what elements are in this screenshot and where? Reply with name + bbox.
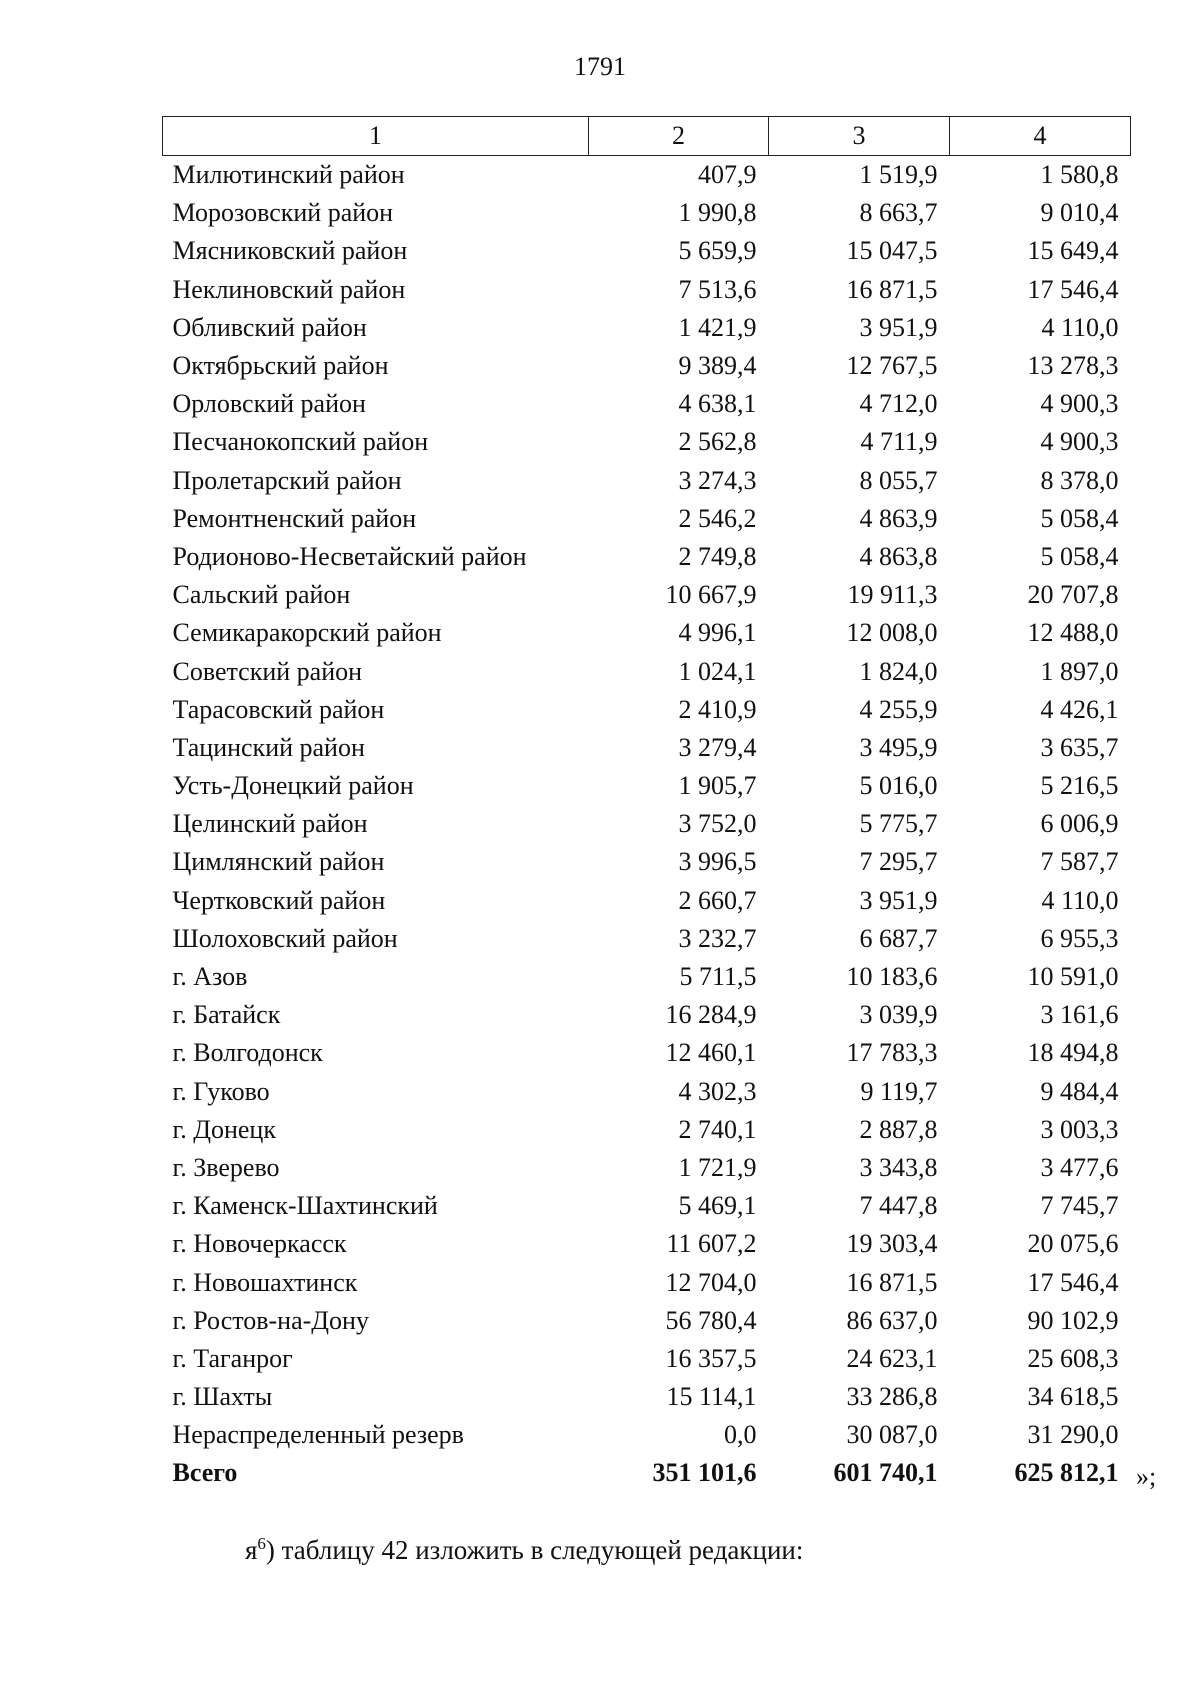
row-name: Нераспределенный резерв xyxy=(172,1420,464,1450)
row-value-col4: 12 488,0 xyxy=(1027,618,1119,648)
row-name: Орловский район xyxy=(172,389,366,419)
row-value-col3: 5 016,0 xyxy=(859,771,938,801)
row-value-col3: 30 087,0 xyxy=(846,1420,938,1450)
row-value-col4: 13 278,3 xyxy=(1027,351,1119,381)
row-value-col2: 56 780,4 xyxy=(665,1305,757,1335)
table-row xyxy=(163,1149,1131,1187)
table-row xyxy=(163,1187,1131,1225)
row-name: г. Таганрог xyxy=(172,1343,293,1373)
table-row xyxy=(163,882,1131,920)
row-name: г. Ростов-на-Дону xyxy=(172,1305,369,1335)
row-value-col3: 7 447,8 xyxy=(859,1191,938,1221)
column-header-1: 1 xyxy=(163,117,589,156)
row-name: Морозовский район xyxy=(172,198,394,228)
row-value-col3: 24 623,1 xyxy=(846,1343,938,1373)
row-name: Сальский район xyxy=(172,580,351,610)
header-row xyxy=(163,117,1131,156)
table-row xyxy=(163,1111,1131,1149)
row-value-col4: 4 110,0 xyxy=(1041,885,1119,915)
row-value-col3: 9 119,7 xyxy=(860,1076,938,1106)
row-value-col4: 6 006,9 xyxy=(1040,809,1119,839)
item-text: ) таблицу 42 изложить в следующей редакции: xyxy=(265,1535,804,1565)
table-row xyxy=(163,614,1131,652)
row-value-col4: 17 546,4 xyxy=(1027,274,1119,304)
row-value-col2: 3 232,7 xyxy=(678,923,757,953)
row-value-col4: 17 546,4 xyxy=(1027,1267,1119,1297)
row-name: Неклиновский район xyxy=(172,274,406,304)
table-row xyxy=(163,652,1131,690)
next-amendment-item xyxy=(245,1535,803,1566)
row-value-col4: 6 955,3 xyxy=(1040,923,1119,953)
row-value-col4: 20 075,6 xyxy=(1027,1229,1119,1259)
row-value-col3: 3 495,9 xyxy=(859,732,938,762)
row-value-col4: 5 058,4 xyxy=(1040,503,1119,533)
table-row xyxy=(163,576,1131,614)
item-superscript: 6 xyxy=(257,1534,266,1553)
row-value-col4: 8 378,0 xyxy=(1040,465,1119,495)
row-name: г. Каменск-Шахтинский xyxy=(172,1191,438,1221)
row-value-col2: 12 704,0 xyxy=(665,1267,757,1297)
row-name: Октябрьский район xyxy=(172,351,389,381)
row-value-col4: 3 477,6 xyxy=(1040,1152,1119,1182)
row-value-col2: 5 711,5 xyxy=(679,962,757,992)
row-name: Цимлянский район xyxy=(172,847,385,877)
row-value-col2: 5 659,9 xyxy=(678,236,757,266)
table-row xyxy=(163,462,1131,500)
table-row xyxy=(163,1416,1131,1454)
row-value-col4: 4 900,3 xyxy=(1040,389,1119,419)
row-value-col2: 1 024,1 xyxy=(678,656,757,686)
table-row xyxy=(163,347,1131,385)
row-value-col3: 10 183,6 xyxy=(846,962,938,992)
row-value-col2: 3 996,5 xyxy=(678,847,757,877)
row-value-col4: 7 745,7 xyxy=(1040,1191,1119,1221)
row-value-col3: 3 951,9 xyxy=(859,885,938,915)
row-value-col2: 4 302,3 xyxy=(678,1076,757,1106)
row-value-col3: 3 343,8 xyxy=(859,1152,938,1182)
row-value-col3: 3 951,9 xyxy=(859,312,938,342)
table-row xyxy=(163,1073,1131,1111)
row-value-col3: 4 255,9 xyxy=(859,694,938,724)
row-value-col4: 4 900,3 xyxy=(1040,427,1119,457)
row-value-col3: 16 871,5 xyxy=(846,1267,938,1297)
row-value-col3: 12 008,0 xyxy=(846,618,938,648)
item-letter: я xyxy=(245,1535,258,1565)
row-name: г. Новочеркасск xyxy=(172,1229,347,1259)
row-name: Обливский район xyxy=(172,312,367,342)
budget-table xyxy=(162,116,1131,1493)
row-value-col2: 16 357,5 xyxy=(665,1343,757,1373)
row-name: Милютинский район xyxy=(172,160,405,190)
row-name: Усть-Донецкий район xyxy=(172,771,414,801)
column-header-3: 3 xyxy=(769,117,950,156)
column-header-4: 4 xyxy=(950,117,1131,156)
row-value-col4: 18 494,8 xyxy=(1027,1038,1119,1068)
row-name: Песчанокопский район xyxy=(172,427,429,457)
table-row xyxy=(163,232,1131,270)
row-value-col2: 1 990,8 xyxy=(678,198,757,228)
row-value-col2: 2 562,8 xyxy=(678,427,757,457)
table-body xyxy=(163,156,1131,1493)
row-name: г. Зверево xyxy=(172,1152,280,1182)
row-value-col4: 3 161,6 xyxy=(1040,1000,1119,1030)
row-value-col4: 1 580,8 xyxy=(1040,160,1119,190)
row-value-col2: 3 279,4 xyxy=(678,732,757,762)
row-name: г. Донецк xyxy=(172,1114,276,1144)
row-value-col2: 15 114,1 xyxy=(666,1382,757,1412)
row-value-col4: 4 110,0 xyxy=(1041,312,1119,342)
row-name: Родионово-Несветайский район xyxy=(172,541,527,571)
row-value-col2: 2 660,7 xyxy=(678,885,757,915)
closing-quote-mark: »; xyxy=(1136,1462,1157,1491)
row-name: Тацинский район xyxy=(172,732,365,762)
table-row xyxy=(163,767,1131,805)
row-value-col2: 2 749,8 xyxy=(678,541,757,571)
table-row xyxy=(163,1302,1131,1340)
row-value-col3: 4 712,0 xyxy=(859,389,938,419)
row-value-col2: 3 274,3 xyxy=(678,465,757,495)
table-row xyxy=(163,194,1131,232)
row-value-col3: 2 887,8 xyxy=(859,1114,938,1144)
table-row xyxy=(163,538,1131,576)
row-value-col4: 9 010,4 xyxy=(1040,198,1119,228)
row-name: Тарасовский район xyxy=(172,694,385,724)
row-value-col4: 7 587,7 xyxy=(1040,847,1119,877)
table-row xyxy=(163,1034,1131,1072)
row-value-col2: 7 513,6 xyxy=(678,274,757,304)
table-row xyxy=(163,500,1131,538)
table-row xyxy=(163,1263,1131,1301)
page-number: 1791 xyxy=(574,52,626,81)
table-row xyxy=(163,385,1131,423)
row-name: Мясниковский район xyxy=(172,236,408,266)
row-value-col3: 8 663,7 xyxy=(859,198,938,228)
row-value-col2: 4 638,1 xyxy=(678,389,757,419)
row-value-col2: 1 721,9 xyxy=(678,1152,757,1182)
table-row xyxy=(163,729,1131,767)
row-name: г. Гуково xyxy=(172,1076,270,1106)
row-value-col4: 15 649,4 xyxy=(1027,236,1119,266)
row-value-col3: 8 055,7 xyxy=(859,465,938,495)
row-value-col3: 19 303,4 xyxy=(846,1229,938,1259)
table-row xyxy=(163,156,1131,195)
row-name: г. Волгодонск xyxy=(172,1038,323,1068)
table-row xyxy=(163,1378,1131,1416)
row-value-col3: 3 039,9 xyxy=(859,1000,938,1030)
row-value-col3: 17 783,3 xyxy=(846,1038,938,1068)
row-name: Пролетарский район xyxy=(172,465,402,495)
row-value-col2: 2 740,1 xyxy=(678,1114,757,1144)
column-header-2: 2 xyxy=(589,117,769,156)
row-value-col4: 3 635,7 xyxy=(1040,732,1119,762)
row-value-col4: 90 102,9 xyxy=(1027,1305,1119,1335)
row-name: Семикаракорский район xyxy=(172,618,442,648)
row-name: Целинский район xyxy=(172,809,368,839)
row-value-col4: 25 608,3 xyxy=(1027,1343,1119,1373)
table-row xyxy=(163,996,1131,1034)
row-name: г. Шахты xyxy=(172,1382,273,1412)
row-value-col2: 5 469,1 xyxy=(678,1191,757,1221)
table-row xyxy=(163,805,1131,843)
row-value-col3: 86 637,0 xyxy=(846,1305,938,1335)
table-row xyxy=(163,271,1131,309)
row-name: Шолоховский район xyxy=(172,923,398,953)
row-value-col4: 1 897,0 xyxy=(1040,656,1119,686)
row-value-col4: 20 707,8 xyxy=(1027,580,1119,610)
row-value-col3: 19 911,3 xyxy=(847,580,938,610)
table-row xyxy=(163,309,1131,347)
table-header xyxy=(163,117,1131,156)
row-value-col2: 1 421,9 xyxy=(678,312,757,342)
row-value-col3: 15 047,5 xyxy=(846,236,938,266)
row-name: Чертковский район xyxy=(172,885,386,915)
row-value-col2: 9 389,4 xyxy=(678,351,757,381)
table-row xyxy=(163,1225,1131,1263)
row-name: Советский район xyxy=(172,656,363,686)
total-label: Всего xyxy=(172,1458,238,1488)
row-value-col2: 16 284,9 xyxy=(665,1000,757,1030)
table-row xyxy=(163,1340,1131,1378)
row-value-col2: 1 905,7 xyxy=(678,771,757,801)
row-value-col3: 6 687,7 xyxy=(859,923,938,953)
row-value-col2: 407,9 xyxy=(698,160,757,190)
row-value-col3: 33 286,8 xyxy=(846,1382,938,1412)
row-value-col4: 10 591,0 xyxy=(1027,962,1119,992)
row-value-col4: 3 003,3 xyxy=(1040,1114,1119,1144)
row-name: г. Батайск xyxy=(172,1000,281,1030)
row-value-col2: 2 410,9 xyxy=(678,694,757,724)
row-value-col3: 5 775,7 xyxy=(859,809,938,839)
table-row xyxy=(163,423,1131,461)
table-row xyxy=(163,843,1131,881)
total-value-col4: 625 812,1 xyxy=(1014,1458,1119,1488)
row-value-col4: 34 618,5 xyxy=(1027,1382,1119,1412)
row-value-col3: 16 871,5 xyxy=(846,274,938,304)
row-value-col3: 1 519,9 xyxy=(859,160,938,190)
row-value-col3: 7 295,7 xyxy=(859,847,938,877)
row-value-col3: 4 711,9 xyxy=(860,427,938,457)
total-row xyxy=(163,1454,1131,1492)
row-name: Ремонтненский район xyxy=(172,503,417,533)
row-value-col3: 12 767,5 xyxy=(846,351,938,381)
row-value-col4: 5 058,4 xyxy=(1040,541,1119,571)
row-value-col4: 4 426,1 xyxy=(1040,694,1119,724)
table-row xyxy=(163,920,1131,958)
total-value-col2: 351 101,6 xyxy=(652,1458,757,1488)
row-value-col3: 1 824,0 xyxy=(859,656,938,686)
table-row xyxy=(163,958,1131,996)
row-value-col2: 0,0 xyxy=(724,1420,757,1450)
row-value-col3: 4 863,8 xyxy=(859,541,938,571)
row-value-col3: 4 863,9 xyxy=(859,503,938,533)
row-value-col2: 2 546,2 xyxy=(678,503,757,533)
row-value-col2: 10 667,9 xyxy=(665,580,757,610)
row-name: г. Азов xyxy=(172,962,248,992)
row-value-col2: 12 460,1 xyxy=(665,1038,757,1068)
row-value-col2: 4 996,1 xyxy=(678,618,757,648)
row-value-col4: 31 290,0 xyxy=(1027,1420,1119,1450)
row-value-col2: 11 607,2 xyxy=(666,1229,757,1259)
row-name: г. Новошахтинск xyxy=(172,1267,358,1297)
row-value-col4: 5 216,5 xyxy=(1040,771,1119,801)
table-row xyxy=(163,691,1131,729)
row-value-col2: 3 752,0 xyxy=(678,809,757,839)
total-value-col3: 601 740,1 xyxy=(833,1458,938,1488)
row-value-col4: 9 484,4 xyxy=(1040,1076,1119,1106)
